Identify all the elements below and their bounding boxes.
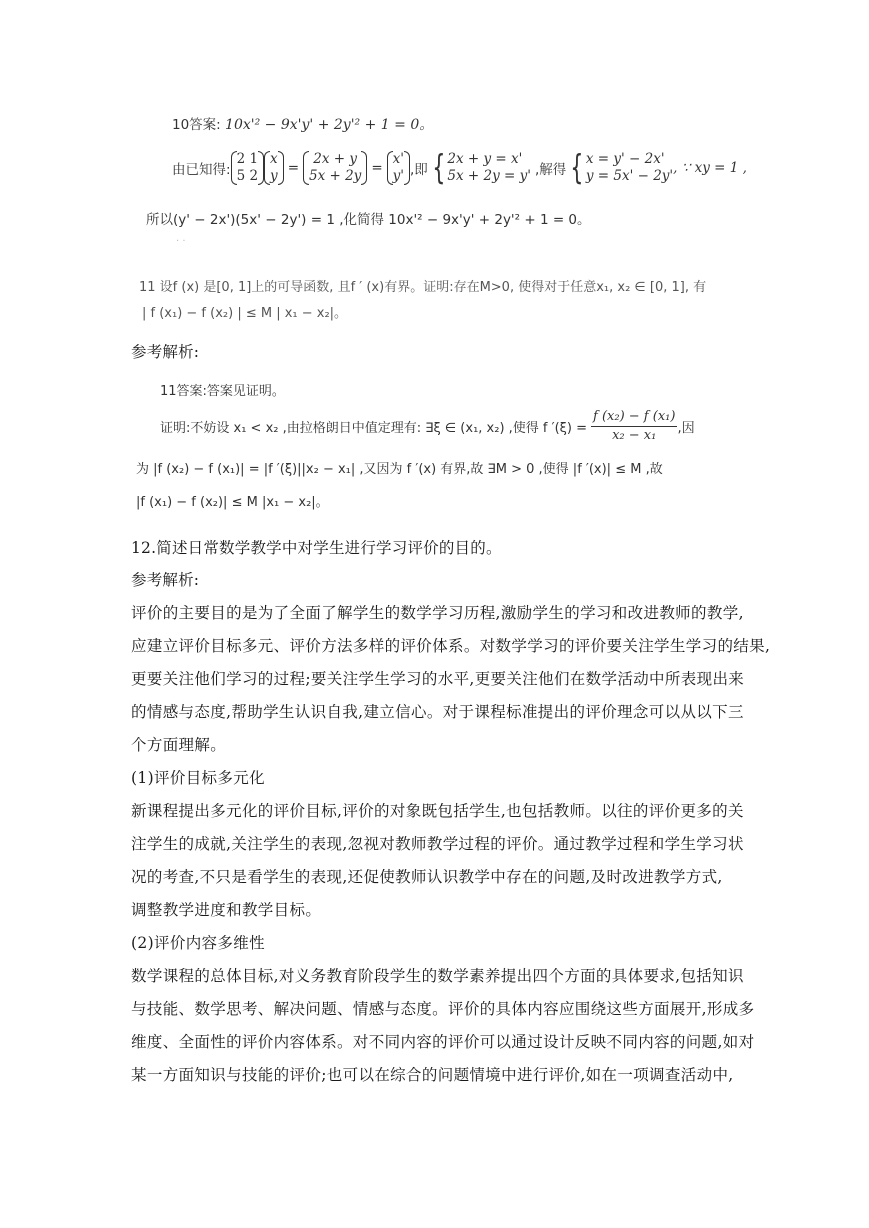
matrix-a bbox=[231, 151, 264, 185]
equation-system-2 bbox=[586, 151, 673, 185]
system2-eq1: x = y' − 2x' bbox=[585, 151, 665, 167]
equation-system-1 bbox=[447, 151, 531, 185]
left-brace: { bbox=[432, 148, 446, 188]
q11-question-line1: 11 设f (x) 是[0, 1]上的可导函数, 且f ′ (x)有界。证明:存在M>0, 使得对于任意x₁, x₂ ∈ [0, 1], 有 bbox=[139, 280, 707, 295]
q10-known-label: 由已知得: bbox=[172, 162, 231, 178]
q12-paragraph-1-line: 更要关注他们学习的过程;要关注学生学习的水平,更要关注他们在数学活动中所表现出来 bbox=[131, 670, 745, 688]
q11-proof-start: 证明:不妨设 x₁ < x₂ ,由拉格朗日中值定理有: ∃ξ ∈ (x₁, x₂) ,使得 f ′(ξ) = bbox=[160, 421, 588, 436]
q11-answer-label: 11答案:答案见证明。 bbox=[160, 384, 285, 399]
q12-heading-2: (2)评价内容多维性 bbox=[131, 934, 265, 952]
q11-question-line2: | f (x₁) − f (x₂) | ≤ M | x₁ − x₂|。 bbox=[142, 306, 348, 321]
vector-expression bbox=[303, 151, 367, 185]
q11-proof-line2: 为 |f (x₂) − f (x₁)| = |f ′(ξ)||x₂ − x₁| ,又因为 f ′(x) 有界,故 ∃M > 0 ,使得 |f ′(x)| ≤ M ,故 bbox=[136, 462, 663, 477]
q12-paragraph-2-line: 调整教学进度和教学目标。 bbox=[131, 901, 322, 919]
q11-fraction bbox=[591, 408, 677, 445]
q11-proof-line3: |f (x₁) − f (x₂)| ≤ M |x₁ − x₂|。 bbox=[136, 495, 329, 510]
q12-paragraph-3-line: 某一方面知识与技能的评价;也可以在综合的问题情境中进行评价,如在一项调查活动中, bbox=[131, 1066, 734, 1084]
vector-prime bbox=[387, 151, 410, 185]
q12-paragraph-1-line: 的情感与态度,帮助学生认识自我,建立信心。对于课程标准提出的评价理念可以从以下三 bbox=[131, 703, 744, 721]
q12-paragraph-1-line: 评价的主要目的是为了全面了解学生的数学学习历程,激励学生的学习和改进教师的教学, bbox=[131, 604, 744, 622]
q10-answer-equation: 10x'² − 9x'y' + 2y'² + 1 = 0。 bbox=[225, 117, 434, 133]
fraction-denominator: x₂ − x₁ bbox=[612, 428, 657, 443]
q12-paragraph-2-line: 新课程提出多元化的评价目标,评价的对象既包括学生,也包括教师。以往的评价更多的关 bbox=[131, 802, 744, 820]
q12-reference-label: 参考解析: bbox=[131, 571, 200, 589]
q10-ji-text: ,即 bbox=[409, 162, 428, 178]
matrix-a-row1: 2 1 bbox=[236, 151, 259, 167]
q11-proof-line1 bbox=[160, 408, 695, 445]
vector-xy bbox=[264, 151, 284, 185]
dots: · · bbox=[176, 236, 186, 247]
q12-paragraph-1-line: 个方面理解。 bbox=[131, 736, 227, 754]
q10-answer-label: 10答案: bbox=[172, 117, 221, 133]
q12-title: 12.简述日常数学教学中对学生进行学习评价的目的。 bbox=[131, 539, 502, 557]
system1-eq2: 5x + 2y = y' bbox=[447, 168, 531, 184]
vector-prime-y: y' bbox=[392, 168, 404, 184]
system1-eq1: 2x + y = x' bbox=[447, 151, 523, 167]
q12-paragraph-3-line: 维度、全面性的评价内容体系。对不同内容的评价可以通过设计反映不同内容的问题,如对 bbox=[131, 1033, 755, 1051]
q12-paragraph-3-line: 数学课程的总体目标,对义务教育阶段学生的数学素养提出四个方面的具体要求,包括知识 bbox=[131, 967, 744, 985]
vector-expression-row1: 2x + y bbox=[313, 151, 358, 167]
q10-jiede-text: ,解得 bbox=[534, 162, 567, 178]
q10-because-text: , ∵ xy = 1 , bbox=[673, 160, 747, 176]
q10-conclusion-text: 所以(y' − 2x')(5x' − 2y') = 1 ,化简得 10x'² − 9x'y' + 2y'² + 1 = 0。 bbox=[146, 212, 591, 228]
vector-prime-x: x' bbox=[392, 151, 404, 167]
q10-conclusion-line bbox=[146, 208, 591, 228]
q12-paragraph-1-line: 应建立评价目标多元、评价方法多样的评价体系。对数学学习的评价要关注学生学习的结果, bbox=[131, 637, 771, 655]
q12-paragraph-2-line: 注学生的成就,关注学生的表现,忽视对教师教学过程的评价。通过教学过程和学生学习状 bbox=[131, 835, 744, 853]
q11-proof-end: ,因 bbox=[677, 421, 695, 436]
left-brace: { bbox=[570, 148, 584, 188]
vector-xy-x: x bbox=[270, 151, 278, 167]
vector-xy-y: y bbox=[270, 168, 278, 184]
q10-answer-line bbox=[172, 113, 433, 134]
system2-eq2: y = 5x' − 2y' bbox=[585, 168, 674, 184]
matrix-a-row2: 5 2 bbox=[236, 168, 259, 184]
fraction-numerator: f (x₂) − f (x₁) bbox=[591, 408, 677, 427]
q12-paragraph-2-line: 况的考查,不只是看学生的表现,还促使教师认识教学中存在的问题,及时改进教学方式, bbox=[131, 868, 723, 886]
q12-heading-1: (1)评价目标多元化 bbox=[131, 769, 265, 787]
vector-expression-row2: 5x + 2y bbox=[309, 168, 362, 184]
reference-analysis-label: 参考解析: bbox=[131, 343, 200, 361]
q12-paragraph-3-line: 与技能、数学思考、解决问题、情感与态度。评价的具体内容应围绕这些方面展开,形成多 bbox=[131, 1000, 755, 1018]
q10-derivation-line: 由已知得: 2 1 5 2 x y = 2x + y 5x + 2y = x' y' ,即 { 2x + y = x' 5x + 2y = y' ,解得 { x = y' − 2x' y = 5x' − 2y' , ∵ xy = 1 , bbox=[172, 148, 747, 188]
